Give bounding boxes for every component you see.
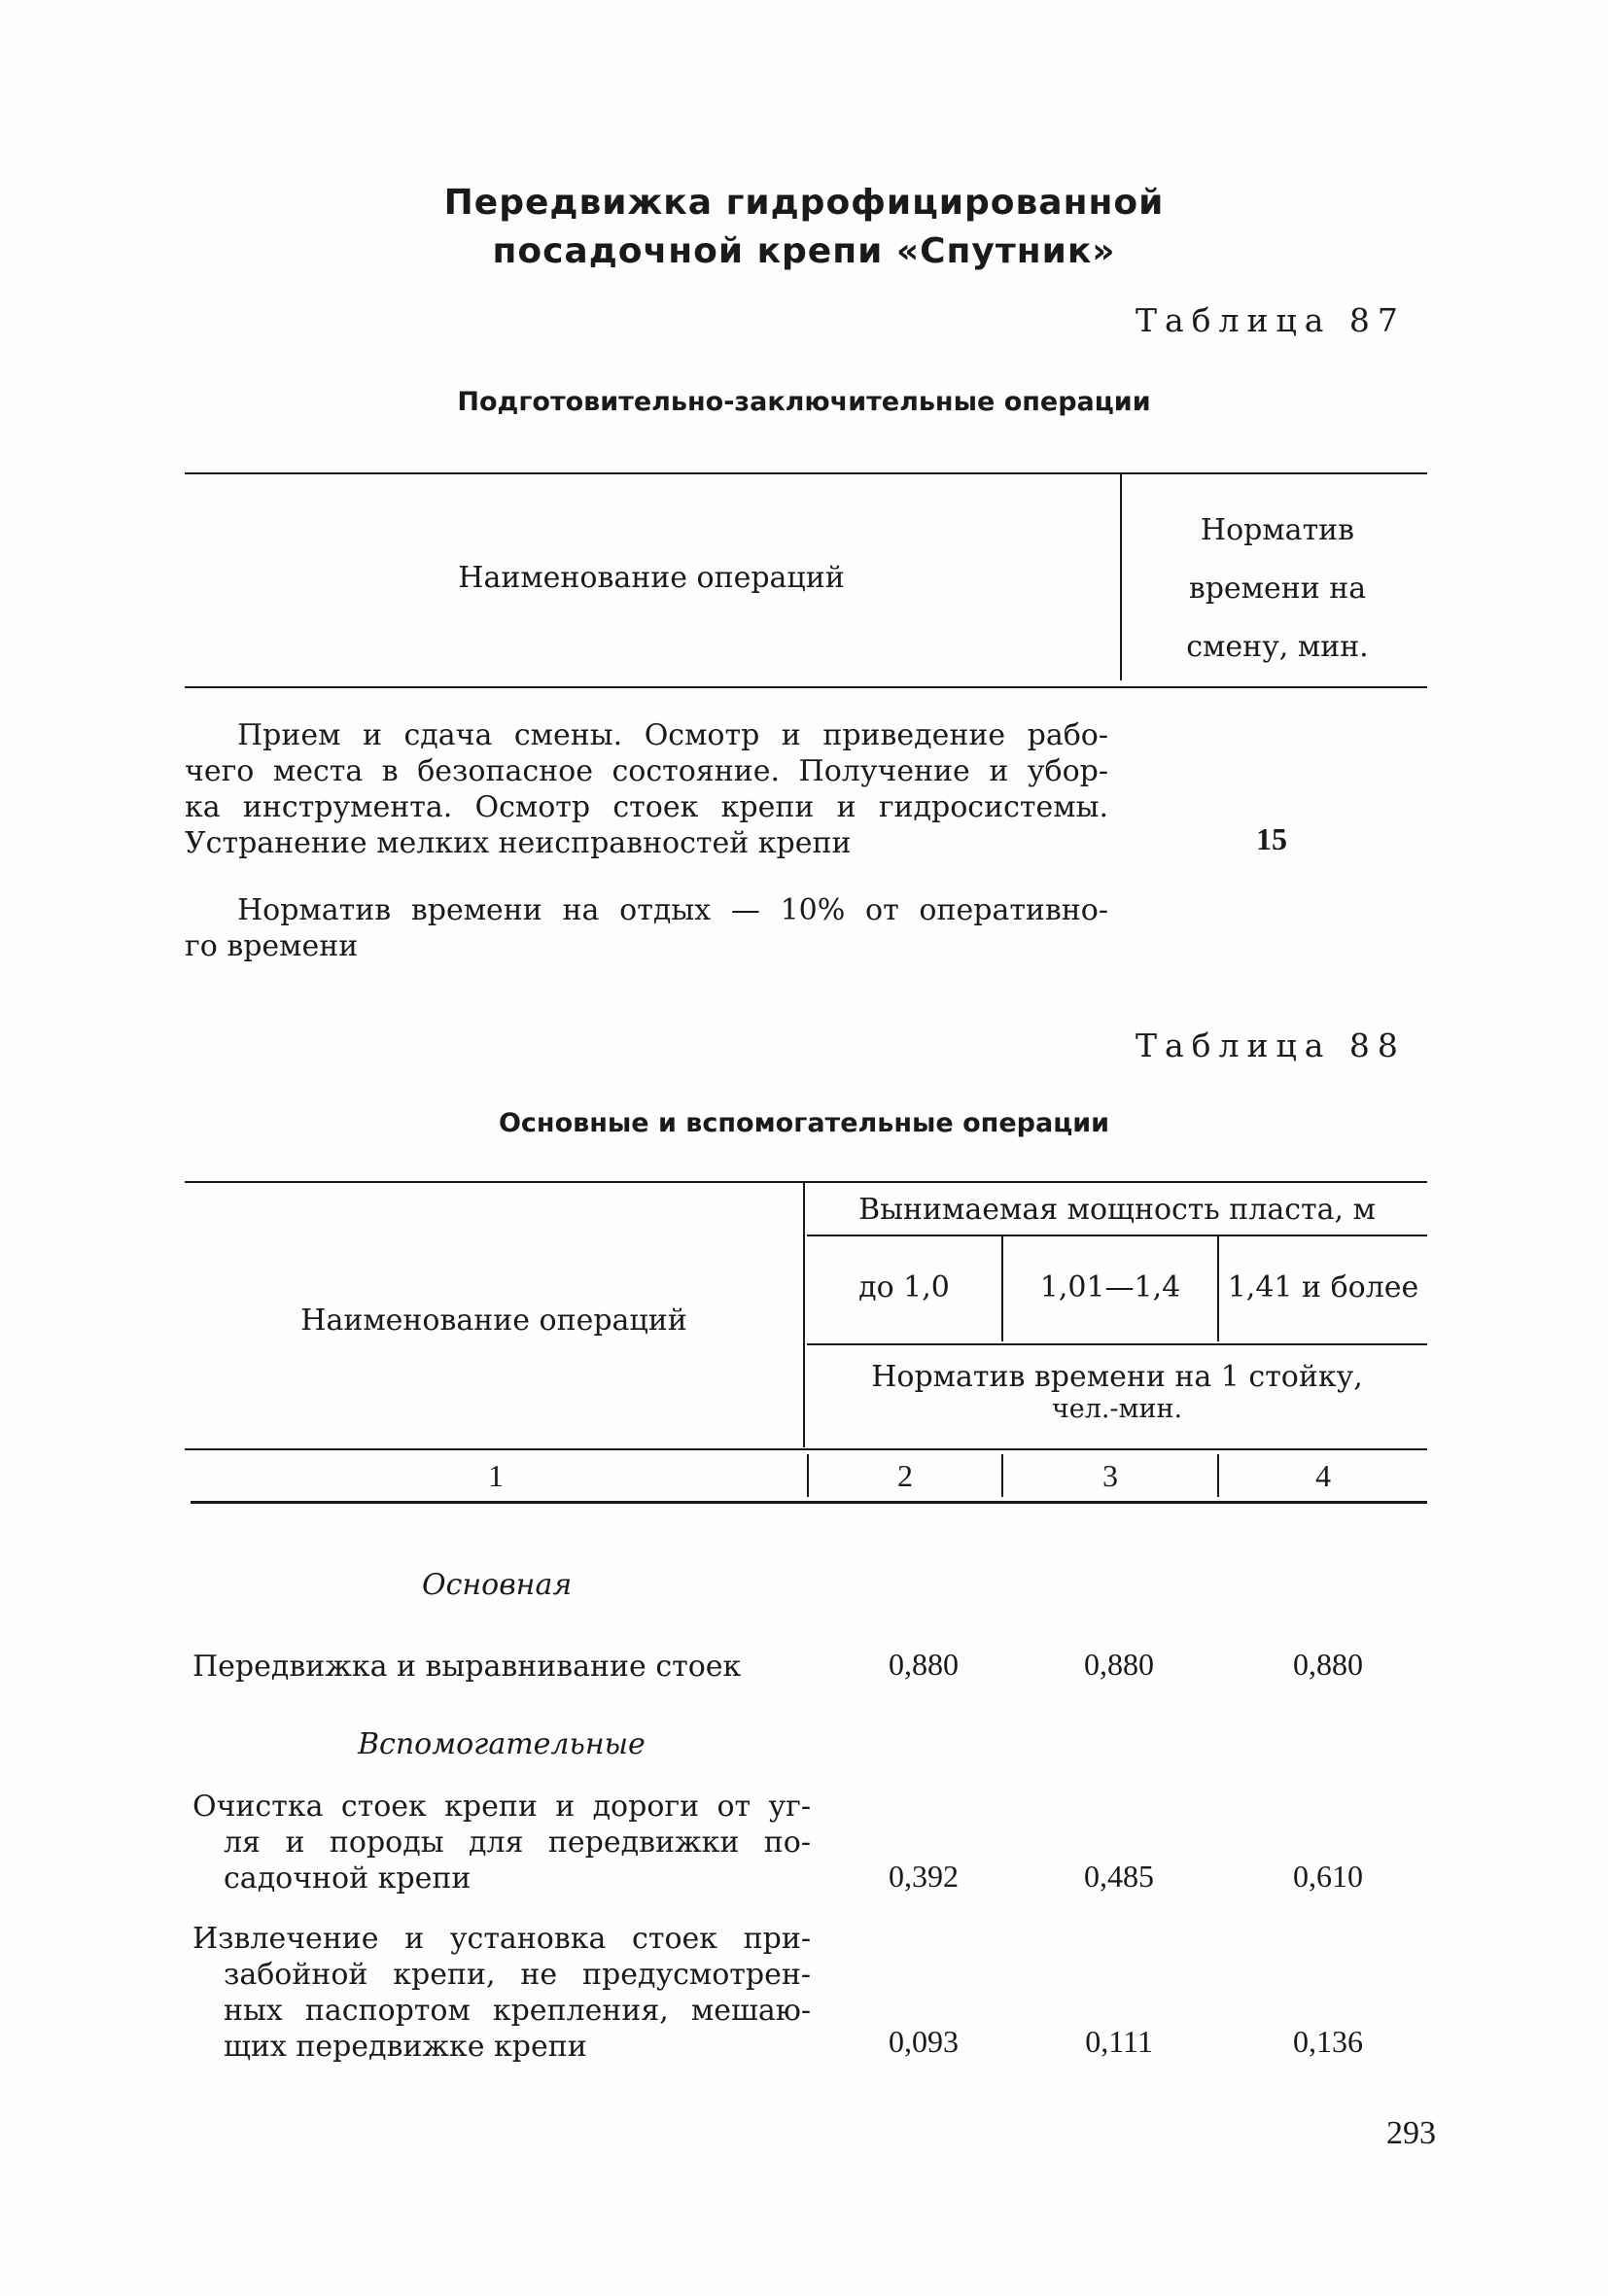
table-87-header-name: Наименование операций: [458, 561, 845, 595]
table-87-note: Норматив времени на отдых — 10% от оперативно- го времени: [185, 893, 1108, 963]
table-88-row-2-value-1: 0,392: [889, 1859, 959, 1894]
table-88-sub-rule: [807, 1343, 1427, 1345]
table-88-row-3-value-3: 0,136: [1293, 2024, 1363, 2059]
table-88-header-rule: [185, 1448, 1427, 1450]
table-88-colnum-4: 4: [1315, 1458, 1331, 1493]
table-87-row-1: Прием и сдача смены. Осмотр и приведение рабо-: [237, 718, 1108, 752]
title-line-1: Передвижка гидрофицированной: [443, 183, 1165, 223]
table-88-norm-header: Норматив времени на 1 стойку, чел.-мин.: [871, 1360, 1363, 1424]
title-line-2: посадочной крепи «Спутник»: [492, 231, 1116, 271]
table-88-heading: Основные и вспомогательные операции: [498, 1108, 1110, 1138]
table-88-numbers-rule: [191, 1501, 1427, 1504]
table-88-colnum-3: 3: [1102, 1458, 1118, 1493]
table-88-subcol-1: до 1,0: [858, 1270, 950, 1305]
table-88-row-1-value-3: 0,880: [1293, 1647, 1363, 1682]
page-title: [0, 179, 1608, 276]
table-88-name-divider: [803, 1183, 805, 1447]
section-main-label: Основная: [422, 1568, 573, 1602]
table-87-row-1-cont: чего места в безопасное состояние. Получение и убор- ка инструмента. Осмотр стоек крепи и гидросистемы. Устранение мелких неисправностей крепи: [185, 754, 1108, 860]
table-87-header-norm: Норматив времени на смену, мин.: [1186, 513, 1369, 664]
table-88-label: Таблица 88: [1136, 1026, 1406, 1064]
table-88-row-2-name: Очистка стоек крепи и дороги от уг- ля и породы для передвижки по- садочной крепи: [192, 1790, 811, 1896]
table-88-header-name: Наименование операций: [300, 1304, 687, 1338]
table-87-heading: Подготовительно-заключительные операции: [457, 387, 1151, 417]
table-88-subcol-2: 1,01—1,4: [1039, 1270, 1181, 1305]
table-87-row-1-value: 15: [1256, 821, 1287, 856]
table-88-group-rule: [807, 1235, 1427, 1236]
table-88-row-2-value-2: 0,485: [1084, 1859, 1154, 1894]
table-88-row-3-value-2: 0,111: [1085, 2024, 1153, 2059]
section-aux-label: Вспомогательные: [358, 1727, 646, 1761]
table-87-label: Таблица 87: [1136, 301, 1406, 339]
table-87-column-divider: [1120, 474, 1122, 680]
table-88-colnum-2: 2: [897, 1458, 913, 1493]
table-87-top-rule: [185, 472, 1427, 474]
page-number: 293: [1386, 2115, 1436, 2151]
table-88-colnum-1: 1: [488, 1458, 504, 1493]
table-88-subcol-3: 1,41 и более: [1227, 1270, 1419, 1305]
table-88-row-3-name: Извлечение и установка стоек при- забойной крепи, не предусмотрен- ных паспортом крепления, мешаю- щих передвижке крепи: [192, 1922, 811, 2064]
table-88-row-3-value-1: 0,093: [889, 2024, 959, 2059]
table-87-header-rule: [185, 686, 1427, 688]
table-88-group-header: Вынимаемая мощность пласта, м: [858, 1193, 1376, 1227]
table-88-top-rule: [185, 1181, 1427, 1183]
table-88-row-2-value-3: 0,610: [1293, 1859, 1363, 1894]
table-88-row-1-value-2: 0,880: [1084, 1647, 1154, 1682]
table-88-row-1-value-1: 0,880: [889, 1647, 959, 1682]
table-88-row-1-name: Передвижка и выравнивание стоек: [192, 1650, 742, 1684]
